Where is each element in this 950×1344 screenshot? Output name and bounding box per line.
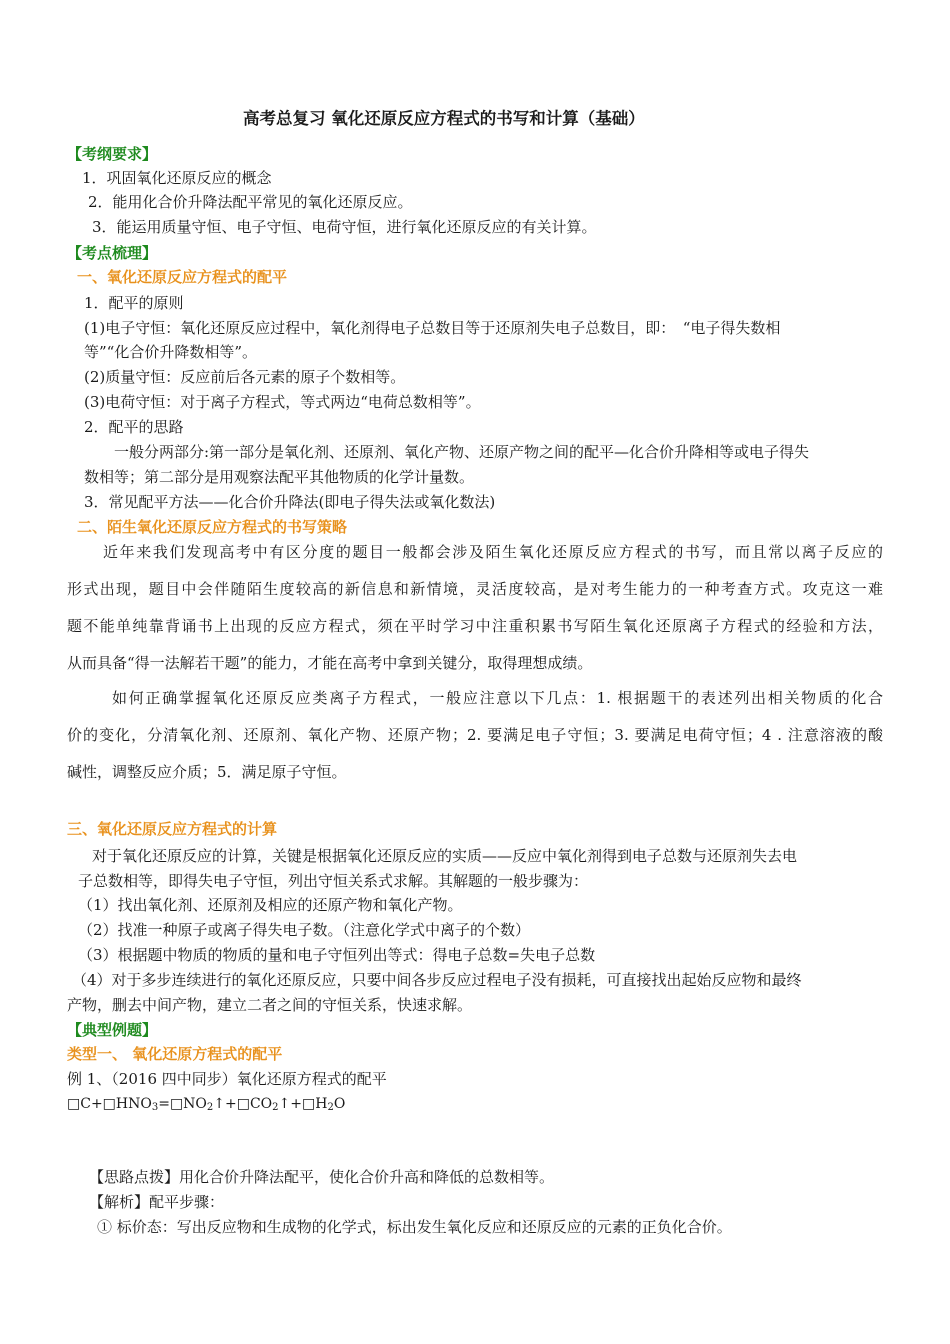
page-title: 高考总复习 氧化还原反应方程式的书写和计算（基础） — [243, 109, 645, 128]
eq-sub-1: 3 — [151, 1102, 159, 1113]
eq-part-1: □C+□HNO — [67, 1096, 152, 1112]
sec1-p1-c: (3)电荷守恒：对于离子方程式，等式两边“电荷总数相等”。 — [84, 393, 481, 411]
sec1-p2-title: 2．配平的思路 — [84, 418, 184, 436]
sec1-p2-line2: 数相等；第二部分是用观察法配平其他物质的化学计量数。 — [84, 468, 475, 486]
section-1-heading: 一、氧化还原反应方程式的配平 — [77, 268, 288, 286]
eq-part-4: ↑+□H — [278, 1096, 328, 1112]
sec2-para1-line3: 题不能单纯靠背诵书上出现的反应方程式，须在平时学习中注重积累书写陌生氧化还原离子方程式的经验和方法， — [67, 617, 883, 635]
sec3-line1: 对于氧化还原反应的计算，关键是根据氧化还原反应的实质——反应中氧化剂得到电子总数与还原剂失去电 — [92, 847, 798, 865]
sec3-step-4-line2: 产物，删去中间产物，建立二者之间的守恒关系，快速求解。 — [67, 996, 473, 1014]
kaogang-item-3: 3．能运用质量守恒、电子守恒、电荷守恒，进行氧化还原反应的有关计算。 — [92, 218, 597, 236]
sec1-p1-a-line1: (1)电子守恒：氧化还原反应过程中，氧化剂得电子总数目等于还原剂失电子总数目，即： “电子得失数相 — [84, 319, 781, 337]
type-1-heading: 类型一、 氧化还原方程式的配平 — [67, 1045, 283, 1063]
sec2-para1-line1: 近年来我们发现高考中有区分度的题目一般都会涉及陌生氧化还原反应方程式的书写，而且常以离子反应的 — [103, 543, 883, 561]
sec2-para1-line4: 从而具备“得一法解若干题”的能力，才能在高考中拿到关键分，取得理想成绩。 — [67, 654, 593, 672]
silu-dianbo: 【思路点拨】用化合价升降法配平，使化合价升高和降低的总数相等。 — [89, 1168, 555, 1186]
sec1-p1-b: (2)质量守恒：反应前后各元素的原子个数相等。 — [84, 368, 406, 386]
sec1-p2-line1: 一般分两部分:第一部分是氧化剂、还原剂、氧化产物、还原产物之间的配平—化合价升降相等或电子得失 — [114, 443, 810, 461]
eq-part-5: O — [333, 1096, 346, 1112]
eq-sub-4: 2 — [327, 1102, 334, 1113]
sec2-para2-line3: 碱性，调整反应介质；5．满足原子守恒。 — [67, 763, 347, 781]
eq-part-2: =□NO — [158, 1096, 207, 1112]
jiexi: 【解析】配平步骤： — [89, 1193, 225, 1211]
sec2-para2-line2: 价的变化，分清氧化剂、还原剂、氧化产物、还原产物；2. 要满足电子守恒；3. 要满足电荷守恒；4 . 注意溶液的酸 — [67, 726, 883, 744]
sec3-step-4-line1: （4）对于多步连续进行的氧化还原反应，只要中间各步反应过程电子没有损耗，可直接找出起始反应物和最终 — [72, 971, 802, 989]
sec1-p1-title: 1．配平的原则 — [84, 294, 184, 312]
eq-sub-3: 2 — [272, 1102, 279, 1113]
equation-c-hno3 — [67, 1093, 345, 1115]
eq-sub-2: 2 — [206, 1102, 214, 1113]
jiexi-step-1: ① 标价态：写出反应物和生成物的化学式，标出发生氧化反应和还原反应的元素的正负化合价。 — [97, 1218, 732, 1236]
example-1-title: 例 1、（2016 四中同步）氧化还原方程式的配平 — [67, 1070, 387, 1088]
section-3-heading: 三、氧化还原反应方程式的计算 — [67, 820, 278, 838]
kaogang-item-1: 1．巩固氧化还原反应的概念 — [82, 169, 272, 187]
kaogang-item-2: 2．能用化合价升降法配平常见的氧化还原反应。 — [88, 193, 413, 211]
sec3-step-3: （3）根据题中物质的物质的量和电子守恒列出等式：得电子总数=失电子总数 — [78, 946, 596, 964]
sec1-p1-a-line2: 等”“化合价升降数相等”。 — [84, 343, 258, 361]
sec3-step-1: （1）找出氧化剂、还原剂及相应的还原产物和氧化产物。 — [78, 896, 463, 914]
sec3-line2: 子总数相等，即得失电子守恒，列出守恒关系式求解。其解题的一般步骤为： — [78, 872, 589, 890]
heading-dianxing: 【典型例题】 — [67, 1021, 158, 1039]
sec2-para1-line2: 形式出现，题目中会伴随陌生度较高的新信息和新情境，灵活度较高，是对考生能力的一种考查方式。攻克这一难 — [67, 580, 883, 598]
sec1-p3: 3．常见配平方法——化合价升降法(即电子得失法或氧化数法) — [84, 493, 496, 511]
sec3-step-2: （2）找准一种原子或离子得失电子数。（注意化学式中离子的个数） — [78, 921, 531, 939]
section-2-heading: 二、陌生氧化还原反应方程式的书写策略 — [77, 518, 348, 536]
eq-part-3: ↑+□CO — [213, 1096, 273, 1112]
heading-kaodian: 【考点梳理】 — [67, 244, 158, 262]
heading-kaogang: 【考纲要求】 — [67, 145, 158, 163]
sec2-para2-line1: 如何正确掌握氧化还原反应类离子方程式，一般应注意以下几点：1. 根据题干的表述列出相关物质的化合 — [112, 689, 883, 707]
